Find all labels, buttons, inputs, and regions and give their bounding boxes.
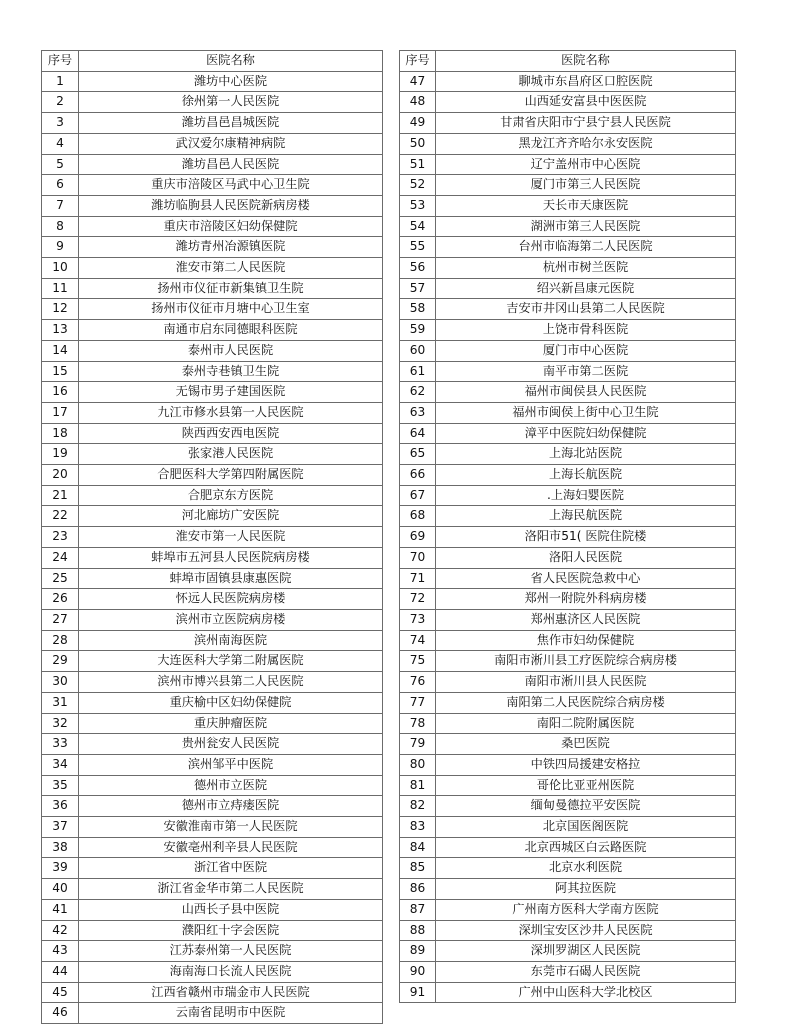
table-row — [400, 465, 736, 486]
serial-number-cell: 78 — [400, 713, 436, 734]
table-row — [400, 423, 736, 444]
hospital-name-cell: 焦作市妇幼保健院 — [436, 630, 736, 651]
table-row — [400, 879, 736, 900]
serial-number-cell: 88 — [400, 920, 436, 941]
hospital-name-cell: 大连医科大学第二附属医院 — [79, 651, 383, 672]
hospital-name-cell: 南平市第二医院 — [436, 361, 736, 382]
hospital-name-cell: 甘肃省庆阳市宁县宁县人民医院 — [436, 113, 736, 134]
serial-number-cell: 62 — [400, 382, 436, 403]
hospital-name-cell: 潍坊中心医院 — [79, 71, 383, 92]
hospital-name-cell: 广州中山医科大学北校区 — [436, 982, 736, 1003]
hospital-name-cell: 合肥京东方医院 — [79, 485, 383, 506]
hospital-table-right — [399, 50, 736, 1003]
hospital-name-cell: 浙江省中医院 — [79, 858, 383, 879]
hospital-name-cell: 杭州市树兰医院 — [436, 258, 736, 279]
hospital-name-cell: 天长市天康医院 — [436, 195, 736, 216]
serial-number-cell: 29 — [42, 651, 79, 672]
table-row — [400, 175, 736, 196]
serial-number-cell: 2 — [42, 92, 79, 113]
table-row — [400, 71, 736, 92]
hospital-name-cell: 武汉爱尔康精神病院 — [79, 133, 383, 154]
table-row — [42, 568, 383, 589]
serial-number-cell: 14 — [42, 340, 79, 361]
hospital-name-cell: 滨州市立医院病房楼 — [79, 609, 383, 630]
hospital-name-cell: 上海民航医院 — [436, 506, 736, 527]
serial-number-cell: 36 — [42, 796, 79, 817]
table-row — [400, 630, 736, 651]
hospital-name-cell: 九江市修水县第一人民医院 — [79, 402, 383, 423]
hospital-name-cell: 缅甸曼德拉平安医院 — [436, 796, 736, 817]
serial-number-cell: 18 — [42, 423, 79, 444]
hospital-name-cell: 中铁四局援建安格拉 — [436, 754, 736, 775]
hospital-name-cell: 黑龙江齐齐哈尔永安医院 — [436, 133, 736, 154]
hospital-name-cell: 重庆市涪陵区妇幼保健院 — [79, 216, 383, 237]
hospital-name-cell: 潍坊昌邑人民医院 — [79, 154, 383, 175]
serial-number-cell: 87 — [400, 899, 436, 920]
hospital-name-cell: 南通市启东同德眼科医院 — [79, 320, 383, 341]
table-row — [400, 92, 736, 113]
serial-number-cell: 44 — [42, 961, 79, 982]
table-row — [400, 527, 736, 548]
header-serial-number: 序号 — [42, 51, 79, 72]
hospital-name-cell: 省人民医院急救中心 — [436, 568, 736, 589]
hospital-name-cell: 陕西西安西电医院 — [79, 423, 383, 444]
table-row — [42, 879, 383, 900]
serial-number-cell: 52 — [400, 175, 436, 196]
serial-number-cell: 85 — [400, 858, 436, 879]
hospital-name-cell: .上海妇婴医院 — [436, 485, 736, 506]
hospital-name-cell: 吉安市井冈山县第二人民医院 — [436, 299, 736, 320]
hospital-name-cell: 深圳宝安区沙井人民医院 — [436, 920, 736, 941]
serial-number-cell: 37 — [42, 817, 79, 838]
serial-number-cell: 73 — [400, 609, 436, 630]
serial-number-cell: 21 — [42, 485, 79, 506]
hospital-name-cell: 浙江省金华市第二人民医院 — [79, 879, 383, 900]
hospital-name-cell: 徐州第一人民医院 — [79, 92, 383, 113]
table-row — [400, 920, 736, 941]
hospital-name-cell: 滨州市博兴县第二人民医院 — [79, 672, 383, 693]
serial-number-cell: 19 — [42, 444, 79, 465]
table-row — [42, 92, 383, 113]
hospital-name-cell: 山西延安富县中医医院 — [436, 92, 736, 113]
serial-number-cell: 9 — [42, 237, 79, 258]
serial-number-cell: 32 — [42, 713, 79, 734]
serial-number-cell: 54 — [400, 216, 436, 237]
hospital-name-cell: 上饶市骨科医院 — [436, 320, 736, 341]
serial-number-cell: 82 — [400, 796, 436, 817]
table-row — [42, 382, 383, 403]
serial-number-cell: 10 — [42, 258, 79, 279]
serial-number-cell: 43 — [42, 941, 79, 962]
table-row — [400, 982, 736, 1003]
hospital-name-cell: 绍兴新昌康元医院 — [436, 278, 736, 299]
serial-number-cell: 79 — [400, 734, 436, 755]
table-header-row — [42, 51, 383, 72]
table-row — [42, 920, 383, 941]
table-row — [400, 941, 736, 962]
serial-number-cell: 76 — [400, 672, 436, 693]
hospital-name-cell: 海南海口长流人民医院 — [79, 961, 383, 982]
hospital-name-cell: 福州市闽侯县人民医院 — [436, 382, 736, 403]
table-row — [42, 547, 383, 568]
table-row — [42, 423, 383, 444]
hospital-name-cell: 江西省赣州市瑞金市人民医院 — [79, 982, 383, 1003]
table-row — [42, 299, 383, 320]
serial-number-cell: 4 — [42, 133, 79, 154]
serial-number-cell: 24 — [42, 547, 79, 568]
table-row — [42, 175, 383, 196]
table-row — [400, 195, 736, 216]
serial-number-cell: 66 — [400, 465, 436, 486]
hospital-name-cell: 哥伦比亚亚州医院 — [436, 775, 736, 796]
table-row — [42, 506, 383, 527]
table-row — [400, 444, 736, 465]
table-row — [42, 361, 383, 382]
table-row — [42, 961, 383, 982]
serial-number-cell: 75 — [400, 651, 436, 672]
table-row — [42, 692, 383, 713]
hospital-name-cell: 重庆肿瘤医院 — [79, 713, 383, 734]
serial-number-cell: 23 — [42, 527, 79, 548]
table-row — [400, 692, 736, 713]
hospital-name-cell: 郑州惠济区人民医院 — [436, 609, 736, 630]
hospital-name-cell: 漳平中医院妇幼保健院 — [436, 423, 736, 444]
table-row — [42, 320, 383, 341]
hospital-name-cell: 南阳市淅川县工疗医院综合病房楼 — [436, 651, 736, 672]
serial-number-cell: 81 — [400, 775, 436, 796]
hospital-name-cell: 南阳第二人民医院综合病房楼 — [436, 692, 736, 713]
hospital-name-cell: 北京西城区白云路医院 — [436, 837, 736, 858]
table-row — [400, 899, 736, 920]
hospital-name-cell: 蚌埠市固镇县康惠医院 — [79, 568, 383, 589]
serial-number-cell: 67 — [400, 485, 436, 506]
table-row — [400, 258, 736, 279]
serial-number-cell: 47 — [400, 71, 436, 92]
hospital-name-cell: 无锡市男子建国医院 — [79, 382, 383, 403]
hospital-name-cell: 潍坊昌邑昌城医院 — [79, 113, 383, 134]
serial-number-cell: 89 — [400, 941, 436, 962]
table-row — [42, 651, 383, 672]
table-row — [42, 982, 383, 1003]
table-row — [42, 1003, 383, 1024]
serial-number-cell: 5 — [42, 154, 79, 175]
hospital-name-cell: 聊城市东昌府区口腔医院 — [436, 71, 736, 92]
serial-number-cell: 3 — [42, 113, 79, 134]
hospital-name-cell: 桑巴医院 — [436, 734, 736, 755]
table-row — [400, 340, 736, 361]
serial-number-cell: 25 — [42, 568, 79, 589]
hospital-name-cell: 蚌埠市五河县人民医院病房楼 — [79, 547, 383, 568]
hospital-name-cell: 泰州寺巷镇卫生院 — [79, 361, 383, 382]
header-hospital-name: 医院名称 — [436, 51, 736, 72]
serial-number-cell: 71 — [400, 568, 436, 589]
table-row — [42, 527, 383, 548]
hospital-name-cell: 南阳市淅川县人民医院 — [436, 672, 736, 693]
serial-number-cell: 12 — [42, 299, 79, 320]
table-body-left — [42, 71, 383, 1023]
serial-number-cell: 68 — [400, 506, 436, 527]
serial-number-cell: 64 — [400, 423, 436, 444]
table-row — [42, 589, 383, 610]
hospital-name-cell: 怀远人民医院病房楼 — [79, 589, 383, 610]
table-row — [400, 713, 736, 734]
hospital-name-cell: 厦门市中心医院 — [436, 340, 736, 361]
hospital-table-left — [41, 50, 383, 1024]
hospital-name-cell: 台州市临海第二人民医院 — [436, 237, 736, 258]
hospital-name-cell: 泰州市人民医院 — [79, 340, 383, 361]
table-row — [400, 589, 736, 610]
serial-number-cell: 72 — [400, 589, 436, 610]
table-row — [400, 320, 736, 341]
hospital-name-cell: 淮安市第二人民医院 — [79, 258, 383, 279]
serial-number-cell: 35 — [42, 775, 79, 796]
table-row — [400, 402, 736, 423]
hospital-name-cell: 滨州邹平中医院 — [79, 754, 383, 775]
table-row — [400, 651, 736, 672]
table-row — [42, 899, 383, 920]
table-row — [400, 547, 736, 568]
serial-number-cell: 34 — [42, 754, 79, 775]
serial-number-cell: 33 — [42, 734, 79, 755]
serial-number-cell: 70 — [400, 547, 436, 568]
hospital-name-cell: 扬州市仪征市新集镇卫生院 — [79, 278, 383, 299]
serial-number-cell: 60 — [400, 340, 436, 361]
table-row — [42, 796, 383, 817]
table-row — [400, 382, 736, 403]
serial-number-cell: 80 — [400, 754, 436, 775]
table-row — [42, 278, 383, 299]
table-row — [400, 216, 736, 237]
table-row — [400, 154, 736, 175]
table-row — [42, 754, 383, 775]
hospital-name-cell: 深圳罗湖区人民医院 — [436, 941, 736, 962]
serial-number-cell: 45 — [42, 982, 79, 1003]
table-row — [42, 216, 383, 237]
table-row — [400, 237, 736, 258]
serial-number-cell: 31 — [42, 692, 79, 713]
table-row — [42, 195, 383, 216]
hospital-name-cell: 云南省昆明市中医院 — [79, 1003, 383, 1024]
hospital-name-cell: 东莞市石碣人民医院 — [436, 961, 736, 982]
table-row — [42, 402, 383, 423]
serial-number-cell: 8 — [42, 216, 79, 237]
hospital-name-cell: 潍坊青州冶源镇医院 — [79, 237, 383, 258]
serial-number-cell: 49 — [400, 113, 436, 134]
serial-number-cell: 15 — [42, 361, 79, 382]
serial-number-cell: 77 — [400, 692, 436, 713]
table-row — [400, 278, 736, 299]
serial-number-cell: 1 — [42, 71, 79, 92]
serial-number-cell: 41 — [42, 899, 79, 920]
serial-number-cell: 53 — [400, 195, 436, 216]
table-row — [400, 568, 736, 589]
serial-number-cell: 50 — [400, 133, 436, 154]
hospital-name-cell: 滨州南海医院 — [79, 630, 383, 651]
hospital-name-cell: 广州南方医科大学南方医院 — [436, 899, 736, 920]
table-row — [42, 837, 383, 858]
table-row — [42, 817, 383, 838]
hospital-name-cell: 淮安市第一人民医院 — [79, 527, 383, 548]
table-row — [42, 734, 383, 755]
serial-number-cell: 11 — [42, 278, 79, 299]
table-row — [400, 734, 736, 755]
serial-number-cell: 17 — [42, 402, 79, 423]
hospital-name-cell: 江苏泰州第一人民医院 — [79, 941, 383, 962]
serial-number-cell: 13 — [42, 320, 79, 341]
hospital-name-cell: 合肥医科大学第四附属医院 — [79, 465, 383, 486]
hospital-name-cell: 上海北站医院 — [436, 444, 736, 465]
hospital-name-cell: 洛阳人民医院 — [436, 547, 736, 568]
hospital-name-cell: 重庆市涪陵区马武中心卫生院 — [79, 175, 383, 196]
serial-number-cell: 58 — [400, 299, 436, 320]
table-row — [400, 858, 736, 879]
hospital-name-cell: 濮阳红十字会医院 — [79, 920, 383, 941]
serial-number-cell: 57 — [400, 278, 436, 299]
serial-number-cell: 91 — [400, 982, 436, 1003]
serial-number-cell: 22 — [42, 506, 79, 527]
table-row — [400, 961, 736, 982]
serial-number-cell: 48 — [400, 92, 436, 113]
serial-number-cell: 63 — [400, 402, 436, 423]
serial-number-cell: 61 — [400, 361, 436, 382]
table-row — [42, 630, 383, 651]
hospital-name-cell: 南阳二院附属医院 — [436, 713, 736, 734]
table-row — [400, 485, 736, 506]
hospital-name-cell: 郑州一附院外科病房楼 — [436, 589, 736, 610]
serial-number-cell: 56 — [400, 258, 436, 279]
serial-number-cell: 40 — [42, 879, 79, 900]
table-body-right — [400, 71, 736, 1003]
serial-number-cell: 39 — [42, 858, 79, 879]
table-row — [42, 258, 383, 279]
table-row — [42, 775, 383, 796]
hospital-name-cell: 洛阳市51( 医院住院楼 — [436, 527, 736, 548]
table-row — [42, 154, 383, 175]
hospital-name-cell: 扬州市仪征市月塘中心卫生室 — [79, 299, 383, 320]
table-row — [42, 444, 383, 465]
table-row — [42, 858, 383, 879]
table-row — [42, 485, 383, 506]
serial-number-cell: 51 — [400, 154, 436, 175]
table-row — [400, 775, 736, 796]
serial-number-cell: 42 — [42, 920, 79, 941]
hospital-name-cell: 安徽淮南市第一人民医院 — [79, 817, 383, 838]
hospital-name-cell: 福州市闽侯上街中心卫生院 — [436, 402, 736, 423]
serial-number-cell: 16 — [42, 382, 79, 403]
table-row — [400, 837, 736, 858]
hospital-name-cell: 湖洲市第三人民医院 — [436, 216, 736, 237]
table-row — [400, 299, 736, 320]
table-row — [42, 941, 383, 962]
serial-number-cell: 7 — [42, 195, 79, 216]
table-row — [42, 71, 383, 92]
hospital-name-cell: 重庆榆中区妇幼保健院 — [79, 692, 383, 713]
hospital-name-cell: 北京水利医院 — [436, 858, 736, 879]
hospital-name-cell: 德州市立医院 — [79, 775, 383, 796]
serial-number-cell: 65 — [400, 444, 436, 465]
header-serial-number: 序号 — [400, 51, 436, 72]
table-row — [42, 609, 383, 630]
hospital-name-cell: 辽宁盖州市中心医院 — [436, 154, 736, 175]
serial-number-cell: 20 — [42, 465, 79, 486]
table-row — [400, 133, 736, 154]
table-row — [400, 817, 736, 838]
serial-number-cell: 26 — [42, 589, 79, 610]
hospital-name-cell: 德州市立痔瘘医院 — [79, 796, 383, 817]
hospital-name-cell: 贵州瓮安人民医院 — [79, 734, 383, 755]
table-row — [42, 340, 383, 361]
table-header-row — [400, 51, 736, 72]
serial-number-cell: 38 — [42, 837, 79, 858]
serial-number-cell: 30 — [42, 672, 79, 693]
table-row — [42, 237, 383, 258]
table-row — [400, 672, 736, 693]
table-row — [400, 609, 736, 630]
serial-number-cell: 46 — [42, 1003, 79, 1024]
hospital-name-cell: 安徽亳州利辛县人民医院 — [79, 837, 383, 858]
table-row — [42, 672, 383, 693]
table-row — [400, 796, 736, 817]
hospital-name-cell: 张家港人民医院 — [79, 444, 383, 465]
header-hospital-name: 医院名称 — [79, 51, 383, 72]
hospital-name-cell: 阿其拉医院 — [436, 879, 736, 900]
serial-number-cell: 27 — [42, 609, 79, 630]
serial-number-cell: 28 — [42, 630, 79, 651]
hospital-name-cell: 北京国医阁医院 — [436, 817, 736, 838]
serial-number-cell: 55 — [400, 237, 436, 258]
table-row — [42, 133, 383, 154]
serial-number-cell: 6 — [42, 175, 79, 196]
hospital-name-cell: 山西长子县中医院 — [79, 899, 383, 920]
serial-number-cell: 59 — [400, 320, 436, 341]
table-row — [42, 465, 383, 486]
table-row — [400, 113, 736, 134]
serial-number-cell: 69 — [400, 527, 436, 548]
hospital-name-cell: 上海长航医院 — [436, 465, 736, 486]
table-row — [400, 361, 736, 382]
serial-number-cell: 83 — [400, 817, 436, 838]
hospital-name-cell: 厦门市第三人民医院 — [436, 175, 736, 196]
hospital-name-cell: 潍坊临朐县人民医院新病房楼 — [79, 195, 383, 216]
serial-number-cell: 90 — [400, 961, 436, 982]
table-row — [42, 713, 383, 734]
table-row — [42, 113, 383, 134]
serial-number-cell: 74 — [400, 630, 436, 651]
serial-number-cell: 84 — [400, 837, 436, 858]
table-row — [400, 754, 736, 775]
hospital-name-cell: 河北廊坊广安医院 — [79, 506, 383, 527]
serial-number-cell: 86 — [400, 879, 436, 900]
table-row — [400, 506, 736, 527]
